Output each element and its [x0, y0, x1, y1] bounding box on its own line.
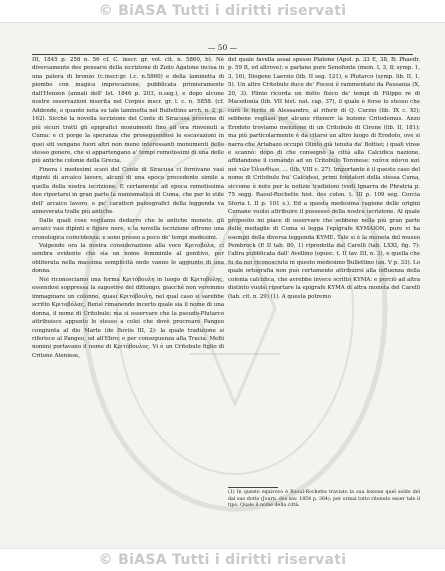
- right-column: [228, 56, 420, 301]
- watermark-text: © BiASA Tutti i diritti riservati: [98, 3, 347, 19]
- paragraph: Volgendo ora la nostra considerazione alla voce Κριτοβόλα, ci sembra evidente che sia un nome femminile al genitivo, per obliterata nella massima semplicità onde vanno le aggiunte di una donna.: [32, 242, 224, 275]
- paragraph: Dalle quali cose vogliamo dedurre che le antiche monete, gli arcaici vasi dipinti e figure nere, e la novella iscrizione offrono una cronologica coincidenza; e sono presso a poco de' tempi medesimi.: [32, 217, 224, 241]
- watermark-banner-top: [0, 0, 445, 23]
- watermark-banner-bottom: [0, 548, 445, 571]
- header-rule: [32, 54, 413, 55]
- watermark-text: © BiASA Tutti i diritti riservati: [98, 552, 347, 568]
- left-column: [32, 56, 224, 360]
- paragraph: Finora i medesimi scavi del Conte di Siracusa ci fornivano vasi dipinti di arcaico lavoro, alcuni di una epoca precedente simile a quella della nostra iscrizione. E certamente ad epoca remotissima dee riportarsi in gran parte la numismatica di Cuma, che per lo stile dell' arcaico lavoro, e pe' caratteri paleografici della leggenda va annoverata tralle più antiche.: [32, 166, 224, 216]
- paragraph: del quale favella assai spesso Platone (Apol. p. 33 E, 38, B; Phaedr. p. 59 B, ed altrove); e parlano pure Senofonte (mem. I, 3, 8; symp. 1, 3, 16), Diogene Laerzio (lib. II seg. 121), e Plutarco (symp. lib. II, 1, 5). Un altro Critobulo duce de' Focesi è rammentato da Pausania (X, 20, 3). Plinio ricorda un dotto fisico de' tempi di Filippo re di Macedonia (lib. VII hist. nat. cap. 37), il quale è forse lo stesso che curò le ferite di Alessandro, al riferir di Q. Curzio (lib. IX c. XI); sebbene vogliasi per alcuno ritenerr la lezione Critodemus. Anzo Erodoto troviamo menzione di un Critobulo di Cirene (lib. II, 181); ma più particolarmente è da citarsi un altro luogo di Erodoto, ove si narra che Artabazo occupò Olinto già tenuta da' Bottiei; i quali vinse e scannò: dopo di che consegnò la città alla Calcidica nazione, affidandone il comando ad un Critobulo Toronese: ταῦτα πάντα καὶ ποὶ τῶν Ὀλυνθίων, ... (lib. VIII c. 27). Importante è il questo caso del nome di Critobulo fra' Calcidesi, primi fondatori della stessa Cuma, siccome è noto per le notizie tradizioni (vedi Ignarra de Phratria p. 75 segg. Raoul-Rochette hist. des colon. t. III p. 109 seg. Corcia Storia t. II p. 101 s.). Ed a questa medesima ragione delle origini Cumane vuolsi attribuire il possesso della nostra iscrizione. Al quale proposito mi piace di osservare che sebbene nella più gran parte delle medaglie di Cuma si legga l'epigrafe ΚΥΜΑΙΟΝ, pure vi ha esempii della diversa leggenda ΚΥΜΕ. Tale si è la moneta del museo Pembrock (P. II tab. 80, 1) riprodotta dal Carelli (tab. LXXI, fig. 7): l'altra pubblicata dall' Avellino (opusc. t. II tav. III, n. 3), e quella che fu da noi riconosciuta in questo medesimo Bullettino (an. V p. 33). Lo quale ortografia non può certamente attribuirsi alla influenza della colonia calcidica, che avrebbe invece scritto ΚΥΜΑ: e perciò ad altra distinto vuolsi riportare la epigrafe ΚΥΜΑ di altra moneta del Carelli (tab. cit. n. 29) (1). A questa potremo: [228, 57, 420, 300]
- scanned-page: [10, 24, 435, 549]
- footnote-rule: [228, 487, 278, 488]
- paragraph: Noi riconosciamo una forma Κριτόβουλη in luogo di Κριτοβόλης, essendosi soppressa la sugostive del dittongo; giacché non veremmo immaginare un colonno, quasi Κριτόβουλη, nel qual caso si sarebbe scritto Κριτοβόλας. Bensì rimanendo incerto quale sia il nome di una donna, il nome di Critobule; ma si osservare che la pseudo-Plutarco attribuisce appunto lo stesso a colei che dovè procreare Pangeo congiunta al dio Marte (de fluviis III, 2): la quale tradizione si riferisce al Pangeo, od all'Ebro; e per conseguenza alla Tracia. Molti nomini portavano il nome di Κριτόβουλος. Vi è un Critobulo figlio di Critone Ateniese,: [32, 276, 224, 359]
- page-number: — 50 —: [207, 43, 238, 52]
- paragraph: III, 1845 p. 258 n. 56 cf. C. inscr. gr. vol. cit. n. 5860, b). Nè diversamente dee pensarsi della iscrizione di Zoilo Agatone incisa in una patera di bronzo (c.inscr.gr. l.c. n.5860) e della laminetta di piombo con magica imprecazione, pubblicata primieramente dall'Henzen (annali dell' Ist. 1846 p. 203, n.seg.), e dopo alcune nostre osservazioni inserita nel Corpus inscr. gr. l. c. n. 5858. (cf. Addende, e quanto nota su tale laminetta nel Bullettino arch. n. 2, p. 162). Sicchè la novella iscrizione del Conte di Siracusa proviene di più sicuri tratti gli epigrafici monumenti fino ad ora rinvenuti a Cuma: e ci porge la speranza che proseguendosi le escavazioni in quei siti vengano fuori altri non meno interessanti monumenti dello stesso genere, che si appartengano a' tempi remotissimi di una delle più antiche colonie della Grecia.: [32, 57, 224, 165]
- footnote: (1) In questo equivoco è Raoul-Rochette traviato la sua lezione quel soldo del dal suo dotto (Journ. des sav. 1854 p. 364); per ormai tutto ritenuto esser tale il tipo. Quale il nome della città.: [228, 490, 420, 509]
